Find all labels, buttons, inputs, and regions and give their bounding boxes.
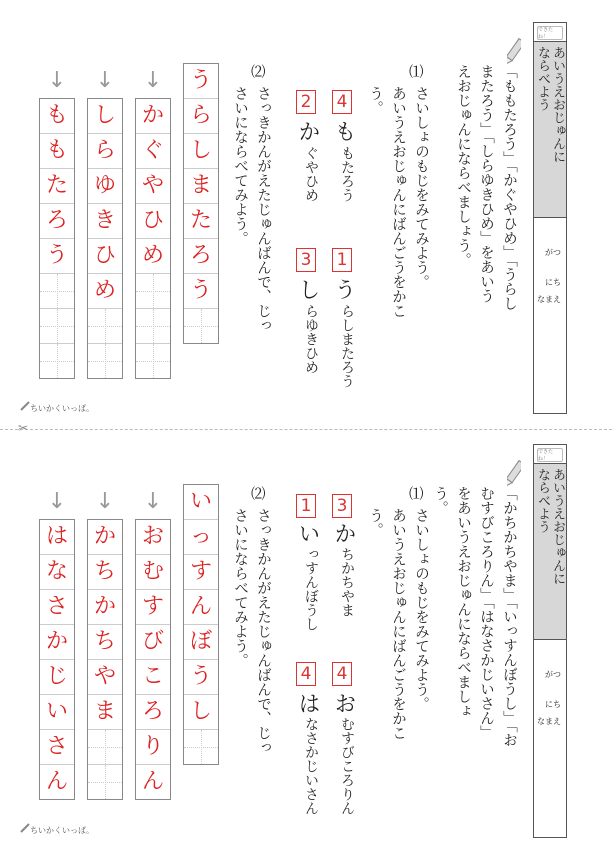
answer-cell: ん [45,769,68,794]
answer-cell: ら [88,134,122,169]
title-line-1: あいうえおじゅんに [550,46,565,163]
footer-logo: ちいかくいっぱ。 [30,826,94,835]
answer-cell: か [88,520,122,555]
answer-cell: も [40,134,74,169]
item-rest: ちかちやま [339,547,355,617]
answer-cell: な [40,555,74,590]
answer-cell: ん [141,769,164,794]
answer-cell: ま [184,169,218,204]
question-2-line-1: さっきかんがえたじゅんばんで、じっ [255,508,271,755]
question-1-line-3: う。 [367,86,383,115]
answer-cell: う [40,239,74,274]
down-arrow-icon: ↓ [47,489,67,514]
scissors-icon: ✂ [18,421,29,435]
answer-cell: さ [40,730,74,765]
answer-cell: っ [184,520,218,555]
answer-cell: ち [88,625,122,660]
answer-cell: ぼ [184,625,218,660]
answer-cell: お [136,520,170,555]
pencil-small-icon [20,401,30,411]
title-line-1: あいうえおじゅんに [550,468,565,585]
answer-cell: し [184,695,218,730]
number-box: 1 [332,248,352,272]
intro-line-4: う。 [432,486,448,515]
answer-cell: ろ [184,239,218,274]
done-badge: できたね！ [537,448,563,462]
question-1-number: ⑴ [409,487,424,503]
item-first-letter: し [295,278,320,300]
down-arrow-icon: ↓ [143,489,163,514]
item-first-letter: い [295,522,320,544]
answer-column-2 [135,98,171,379]
answer-cell: す [184,555,218,590]
item-first-letter: か [331,522,356,544]
answer-cell [136,344,170,378]
answer-cell: り [136,730,170,765]
item-rest: ぐやひめ [303,146,319,202]
answer-cell [88,765,122,799]
down-arrow-icon: ↓ [143,68,163,93]
answer-cell: じ [40,660,74,695]
answer-cell: ろ [40,204,74,239]
worksheet-title [534,42,566,218]
question-2-number: ⑵ [251,65,266,81]
down-arrow-icon: ↓ [47,68,67,93]
item-rest: なさかじいさん [303,717,319,815]
month-label: がつ [545,670,561,679]
answer-cell: き [88,204,122,239]
answer-cell [88,309,122,344]
intro-line-3: えおじゅんにならべましょう。 [455,64,471,267]
answer-cell: ん [184,590,218,625]
answer-cell: し [88,99,122,134]
question-2-line-1: さっきかんがえたじゅんばんで、じっ [255,86,271,333]
side-panel [533,22,567,414]
intro-line-2: むすびころりん」「はなさかじいさん」 [478,486,494,740]
answer-cell: い [184,485,218,520]
question-1-line-1: さいしょのもじをみてみよう。 [413,508,429,711]
answer-cell: た [40,169,74,204]
answer-cell [88,730,122,765]
answer-cell [184,730,218,764]
answer-cell: や [136,169,170,204]
item-first-letter: う [331,278,356,300]
answer-cell [40,274,74,309]
answer-cell: し [184,134,218,169]
answer-cell [184,309,218,343]
done-badge: できたね！ [537,26,563,40]
name-label: なまえ [537,717,561,726]
day-label: にち [545,700,561,709]
answer-cell: さ [40,590,74,625]
answer-cell: は [40,520,74,555]
answer-cell: か [40,625,74,660]
answer-cell: ち [88,555,122,590]
cut-line [0,429,612,430]
answer-cell: う [184,660,218,695]
worksheet-title [534,464,566,640]
answer-column-4 [39,519,75,800]
answer-cell: い [40,695,74,730]
answer-cell: ぐ [136,134,170,169]
answer-cell: ま [88,695,122,730]
number-box: 3 [332,494,352,518]
number-box: 4 [332,90,352,114]
footer-logo: ちいかくいっぱ。 [30,404,94,413]
pencil-small-icon [20,823,30,833]
answer-column-3 [87,98,123,379]
answer-column-1 [183,63,219,344]
number-box: 3 [296,248,316,272]
answer-column-1 [183,484,219,765]
answer-cell: ろ [136,695,170,730]
month-label: がつ [545,248,561,257]
item-rest: らゆきひめ [303,304,319,374]
side-panel [533,444,567,838]
item-first-letter: は [295,692,320,714]
answer-cell [88,344,122,378]
answer-cell: ひ [88,239,122,274]
question-2-line-2: さいにならべてみよう。 [232,86,248,246]
answer-cell: す [136,590,170,625]
answer-cell [136,274,170,309]
answer-cell: う [184,64,218,99]
title-line-2: ならべよう [535,46,550,111]
down-arrow-icon: ↓ [95,68,115,93]
day-label: にち [545,278,561,287]
intro-line-2: またろう」「しらゆきひめ」をあいう [478,64,494,304]
item-first-letter: か [295,120,320,142]
number-box: 4 [296,662,316,686]
answer-cell: ゆ [88,169,122,204]
answer-cell: め [88,274,122,309]
intro-line-1: 「ももたろう」「かぐやひめ」「うらし [501,64,517,311]
number-box: 4 [332,662,352,686]
answer-column-3 [87,519,123,800]
answer-cell: め [136,239,170,274]
pencil-icon [507,456,521,490]
answer-cell: や [88,660,122,695]
answer-cell: こ [136,660,170,695]
title-line-2: ならべよう [535,468,550,533]
question-2-line-2: さいにならべてみよう。 [232,508,248,668]
item-rest: らしまたろう [339,304,355,388]
answer-column-2 [135,519,171,800]
answer-cell: か [88,590,122,625]
question-1-line-2: あいうえおじゅんにばんごうをかこ [390,508,406,740]
question-1-line-3: う。 [367,508,383,537]
question-2-number: ⑵ [251,487,266,503]
pencil-icon [507,34,521,68]
answer-cell: た [184,204,218,239]
answer-cell: ら [184,99,218,134]
number-box: 2 [296,90,316,114]
intro-line-3: をあいうえおじゅんにならべましょ [455,486,471,718]
answer-cell: う [184,274,218,309]
answer-column-4 [39,98,75,379]
item-rest: むすびころりん [339,717,355,815]
item-rest: もたろう [339,146,355,202]
item-first-letter: も [331,120,356,142]
answer-cell: か [136,99,170,134]
answer-cell [40,344,74,378]
number-box: 1 [296,494,316,518]
down-arrow-icon: ↓ [95,489,115,514]
answer-cell: び [136,625,170,660]
item-first-letter: お [331,692,356,714]
question-1-line-1: さいしょのもじをみてみよう。 [413,86,429,289]
answer-cell: む [136,555,170,590]
answer-cell: ひ [136,204,170,239]
question-1-line-2: あいうえおじゅんにばんごうをかこ [390,86,406,318]
name-label: なまえ [537,295,561,304]
answer-cell [40,309,74,344]
intro-line-1: 「かちかちやま」「いっすんぼうし」「お [501,486,517,747]
answer-cell: も [40,99,74,134]
question-1-number: ⑴ [409,65,424,81]
item-rest: っすんぼうし [303,547,319,631]
answer-cell [136,309,170,344]
